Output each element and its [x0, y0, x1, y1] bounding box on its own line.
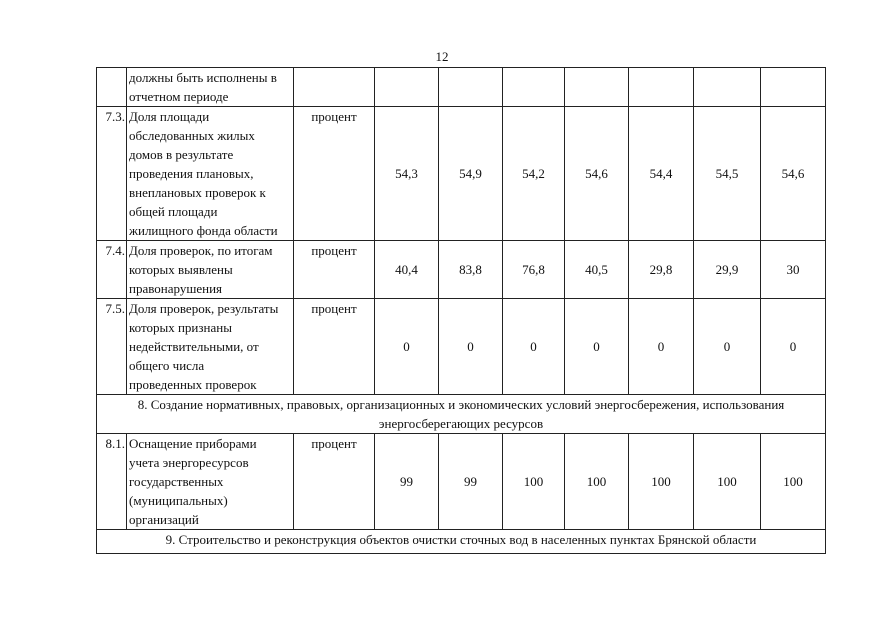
value-cell: 0	[503, 299, 565, 395]
value-cell: 0	[694, 299, 761, 395]
section-heading-row	[97, 530, 826, 554]
value-cell	[761, 68, 826, 107]
section-heading-row	[97, 395, 826, 434]
value-cell: 76,8	[503, 241, 565, 299]
value-cell: 29,8	[629, 241, 694, 299]
value-cell	[439, 68, 503, 107]
page-number: 12	[435, 49, 449, 64]
value-cell	[694, 68, 761, 107]
value-cell: 100	[503, 434, 565, 530]
indicator-name: Доля проверок, по итогам которых выявлены правонарушения	[127, 241, 294, 299]
value-cell: 54,9	[439, 107, 503, 241]
table-row	[97, 107, 826, 241]
table-row	[97, 434, 826, 530]
value-cell: 54,4	[629, 107, 694, 241]
unit-cell	[294, 68, 375, 107]
value-cell: 54,6	[761, 107, 826, 241]
value-cell: 40,4	[375, 241, 439, 299]
value-cell: 30	[761, 241, 826, 299]
value-cell: 54,5	[694, 107, 761, 241]
value-cell: 99	[439, 434, 503, 530]
table-row	[97, 299, 826, 395]
value-cell: 100	[694, 434, 761, 530]
unit-cell: процент	[294, 434, 375, 530]
value-cell: 100	[629, 434, 694, 530]
value-cell: 54,3	[375, 107, 439, 241]
row-number: 8.1.	[97, 434, 127, 530]
value-cell: 99	[375, 434, 439, 530]
value-cell: 0	[761, 299, 826, 395]
section-heading: 9. Строительство и реконструкция объектов очистки сточных вод в населенных пунктах Брянской области	[97, 530, 826, 554]
table-row	[97, 68, 826, 107]
value-cell: 0	[375, 299, 439, 395]
indicator-name: Доля площади обследованных жилых домов в результате проведения плановых, внеплановых проверок к общей площади жилищного фонда области	[127, 107, 294, 241]
value-cell	[629, 68, 694, 107]
value-cell: 54,6	[565, 107, 629, 241]
row-number	[97, 68, 127, 107]
value-cell: 100	[565, 434, 629, 530]
row-number: 7.5.	[97, 299, 127, 395]
indicator-name: Оснащение приборами учета энергоресурсов государственных (муниципальных) организаций	[127, 434, 294, 530]
section-heading: 8. Создание нормативных, правовых, организационных и экономических условий энергосбережения, использования энергосберегающих ресурсов	[97, 395, 826, 434]
value-cell: 83,8	[439, 241, 503, 299]
unit-cell: процент	[294, 299, 375, 395]
value-cell: 0	[629, 299, 694, 395]
value-cell	[503, 68, 565, 107]
row-number: 7.3.	[97, 107, 127, 241]
indicators-table	[96, 67, 826, 554]
value-cell: 100	[761, 434, 826, 530]
value-cell	[375, 68, 439, 107]
unit-cell: процент	[294, 107, 375, 241]
table-row	[97, 241, 826, 299]
value-cell: 29,9	[694, 241, 761, 299]
value-cell: 0	[439, 299, 503, 395]
indicator-name: Доля проверок, результаты которых признаны недействительными, от общего числа проведенных проверок	[127, 299, 294, 395]
value-cell: 0	[565, 299, 629, 395]
indicator-name: должны быть исполнены в отчетном периоде	[127, 68, 294, 107]
row-number: 7.4.	[97, 241, 127, 299]
unit-cell: процент	[294, 241, 375, 299]
value-cell	[565, 68, 629, 107]
value-cell: 40,5	[565, 241, 629, 299]
value-cell: 54,2	[503, 107, 565, 241]
